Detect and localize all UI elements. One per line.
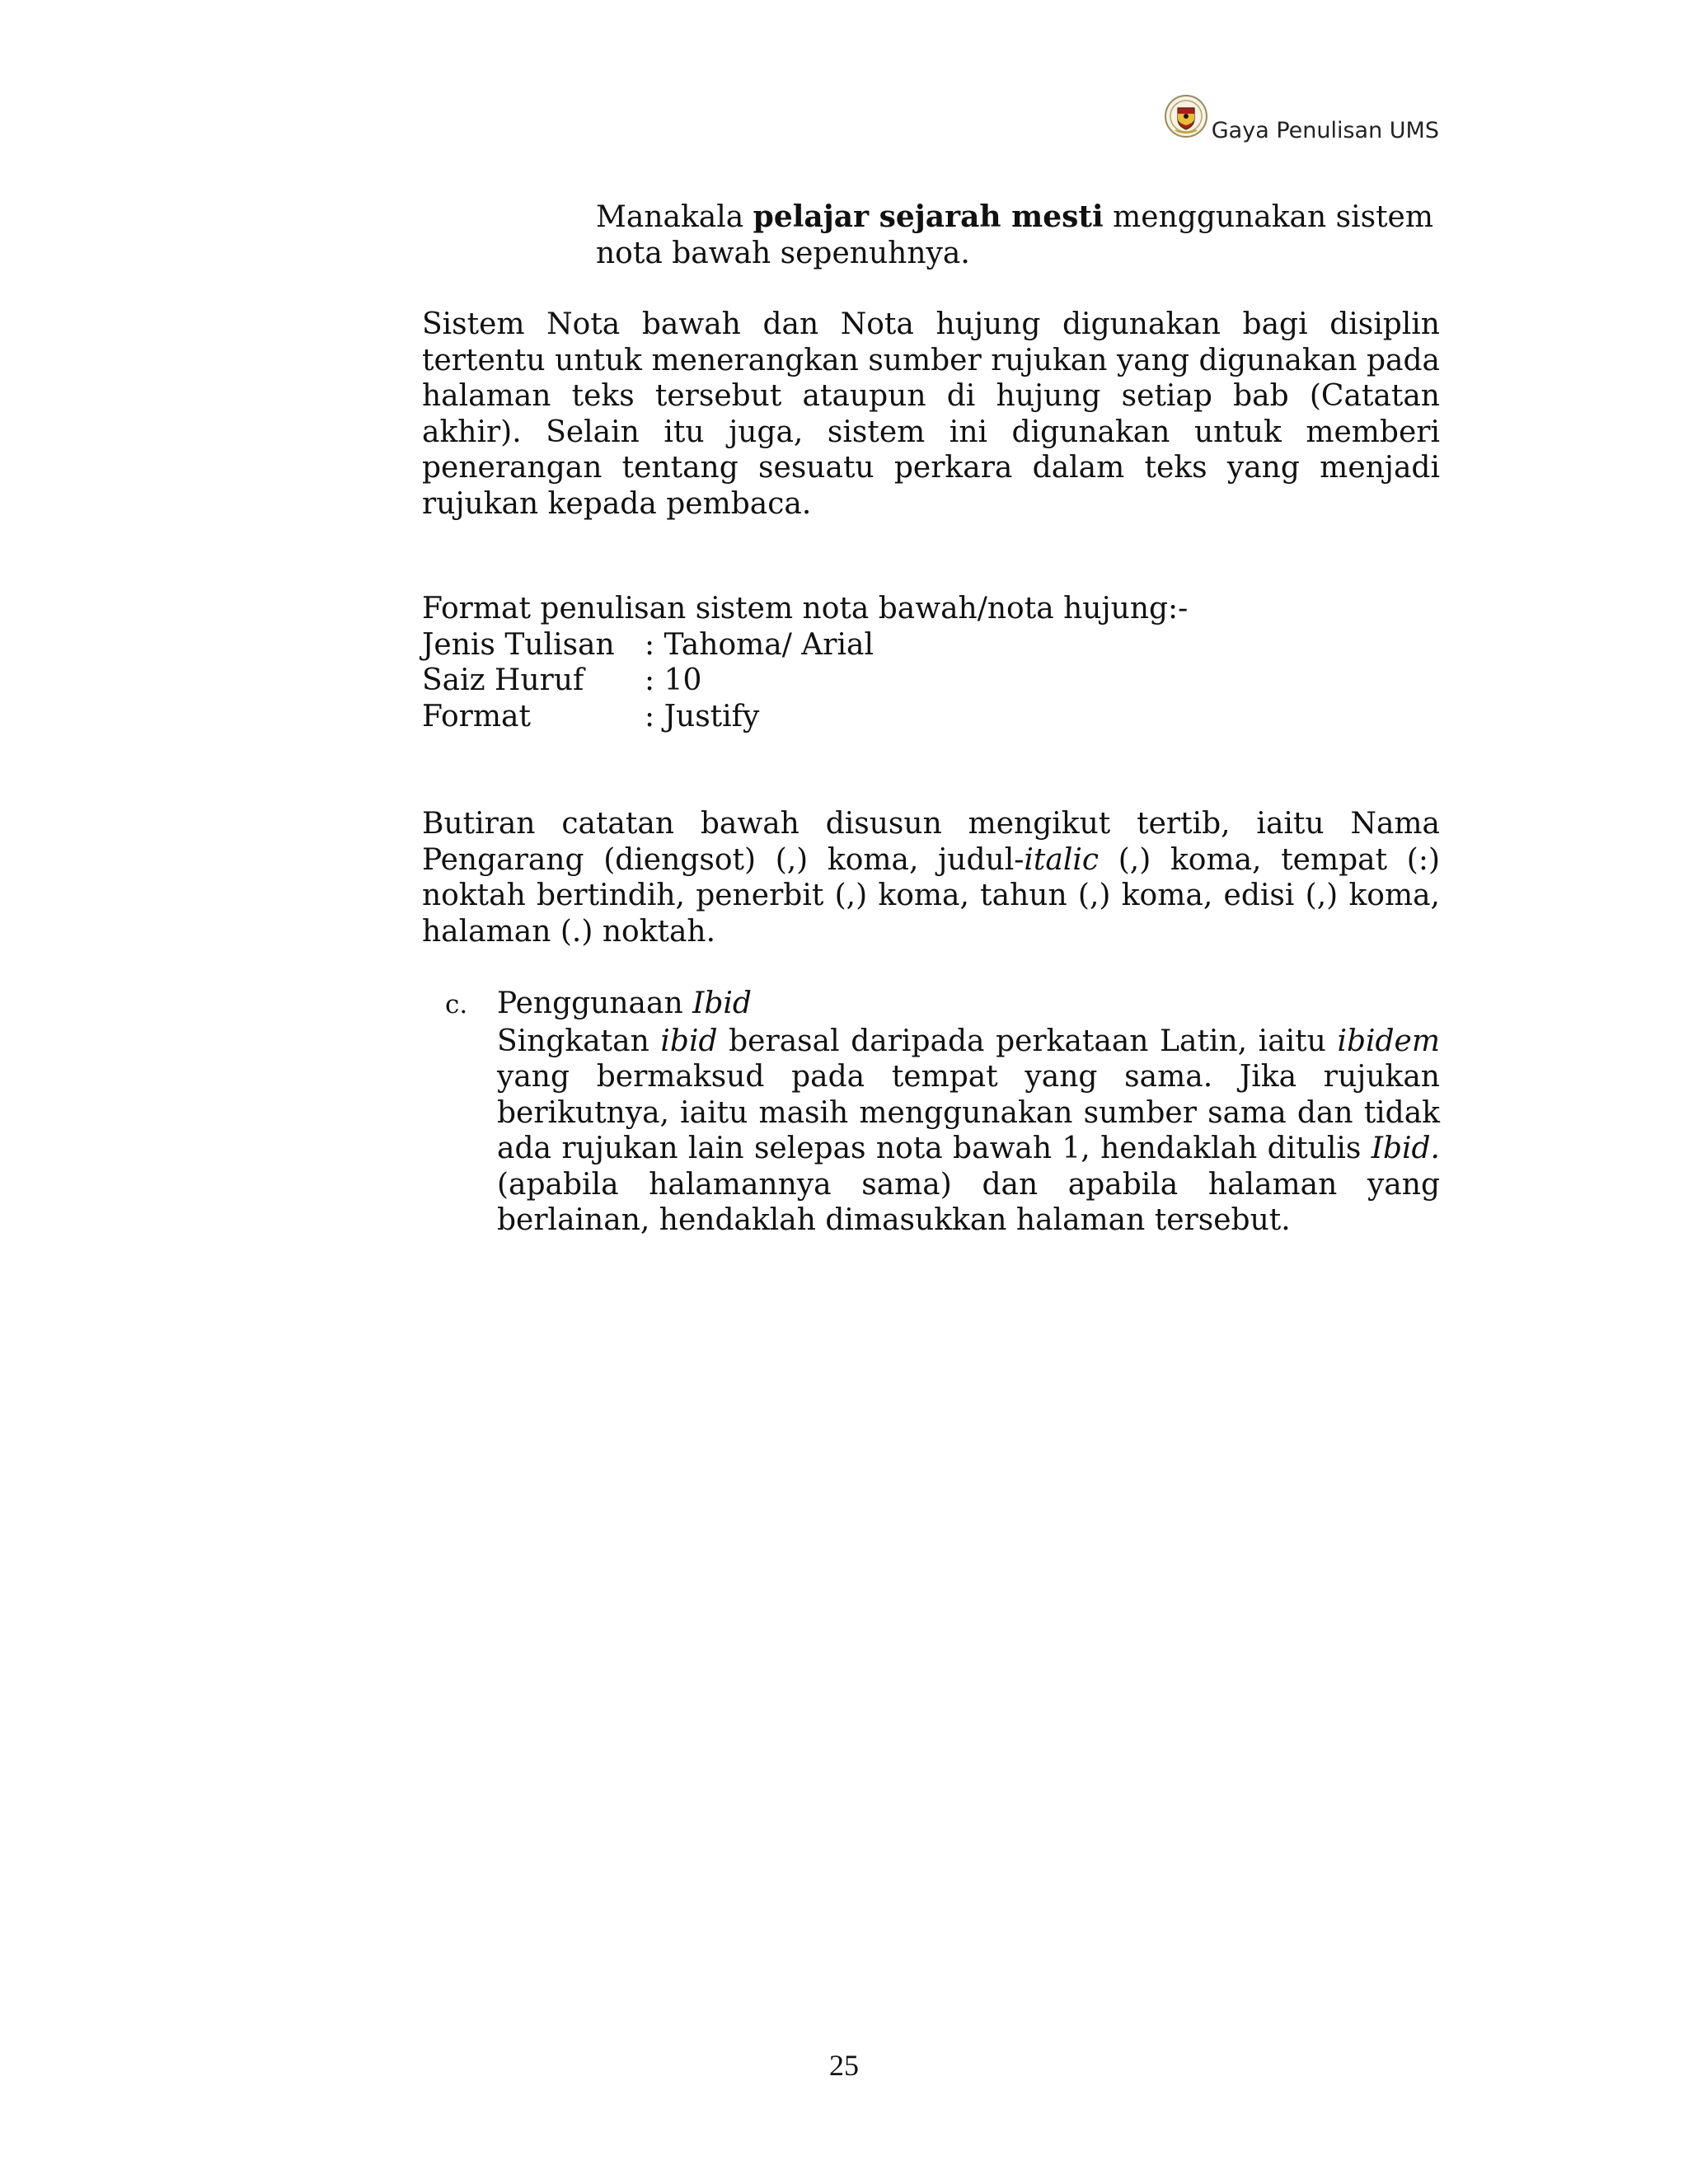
section-c-title <box>497 986 752 1022</box>
format-label: Jenis Tulisan <box>422 627 615 662</box>
section-c-title-prefix: Penggunaan <box>497 987 693 1020</box>
format-value: : 10 <box>645 663 702 697</box>
paragraph-butiran <box>422 806 1440 949</box>
section-c-title-italic: Ibid <box>692 987 752 1020</box>
p1-bold: pelajar sejarah mesti <box>753 199 1104 234</box>
format-label: Saiz Huruf <box>422 663 584 697</box>
p3-part1: Butiran catatan bawah disusun mengikut tertib, iaitu Nama Pengarang (diengsot) (,) koma, judul- <box>422 807 1440 877</box>
p3-italic: italic <box>1024 842 1100 877</box>
c-body-italic1: ibid <box>660 1024 718 1058</box>
page-number: 25 <box>829 2049 859 2082</box>
header-title: Gaya Penulisan UMS <box>1211 118 1439 143</box>
p3-part2: (,) koma, tempat (:) noktah bertindih, penerbit (,) koma, tahun (,) koma, edisi (,) koma, halaman (.) noktah. <box>422 842 1440 949</box>
c-body-part2: berasal daripada perkataan Latin, iaitu <box>717 1024 1338 1058</box>
university-crest-icon <box>1164 94 1208 138</box>
c-body-part1: Singkatan <box>497 1024 661 1058</box>
format-row <box>422 627 1440 663</box>
format-row <box>422 699 1440 735</box>
paragraph-manakala <box>596 199 1440 271</box>
paragraph-sistem-nota: Sistem Nota bawah dan Nota hujung digunakan bagi disiplin tertentu untuk menerangkan sumber rujukan yang digunakan pada halaman teks tersebut ataupun di hujung setiap bab (Catatan akhir). Selain itu juga, sistem ini digunakan untuk memberi penerangan tentang sesuatu perkara dalam teks yang menjadi rujukan kepada pembaca. <box>422 307 1440 521</box>
format-title: Format penulisan sistem nota bawah/nota hujung:- <box>422 592 1189 626</box>
p1-line2: nota bawah sepenuhnya. <box>596 236 970 270</box>
format-row <box>422 663 1440 699</box>
section-c-heading <box>445 986 1440 1024</box>
format-spec <box>422 591 1440 734</box>
c-body-italic2: ibidem <box>1337 1024 1440 1058</box>
format-value: : Justify <box>645 699 760 733</box>
section-c-ibid <box>445 986 1440 1239</box>
p1-line1-suffix: menggunakan sistem <box>1103 200 1433 234</box>
page-header <box>1164 97 1439 142</box>
format-label: Format <box>422 699 531 733</box>
c-body-part3: yang bermaksud pada tempat yang sama. Jika rujukan berikutnya, iaitu masih menggunakan sumber sama dan tidak ada rujukan lain selepas nota bawah 1, hendaklah ditulis <box>497 1060 1440 1165</box>
c-body-italic3: Ibid. <box>1371 1132 1440 1165</box>
p1-prefix: Manakala <box>596 200 753 234</box>
section-c-letter: c. <box>445 990 468 1019</box>
format-value: : Tahoma/ Arial <box>645 627 874 662</box>
c-body-part4: (apabila halamannya sama) dan apabila halaman yang berlainan, hendaklah dimasukkan halaman tersebut. <box>497 1167 1440 1237</box>
section-c-body <box>497 1024 1440 1239</box>
